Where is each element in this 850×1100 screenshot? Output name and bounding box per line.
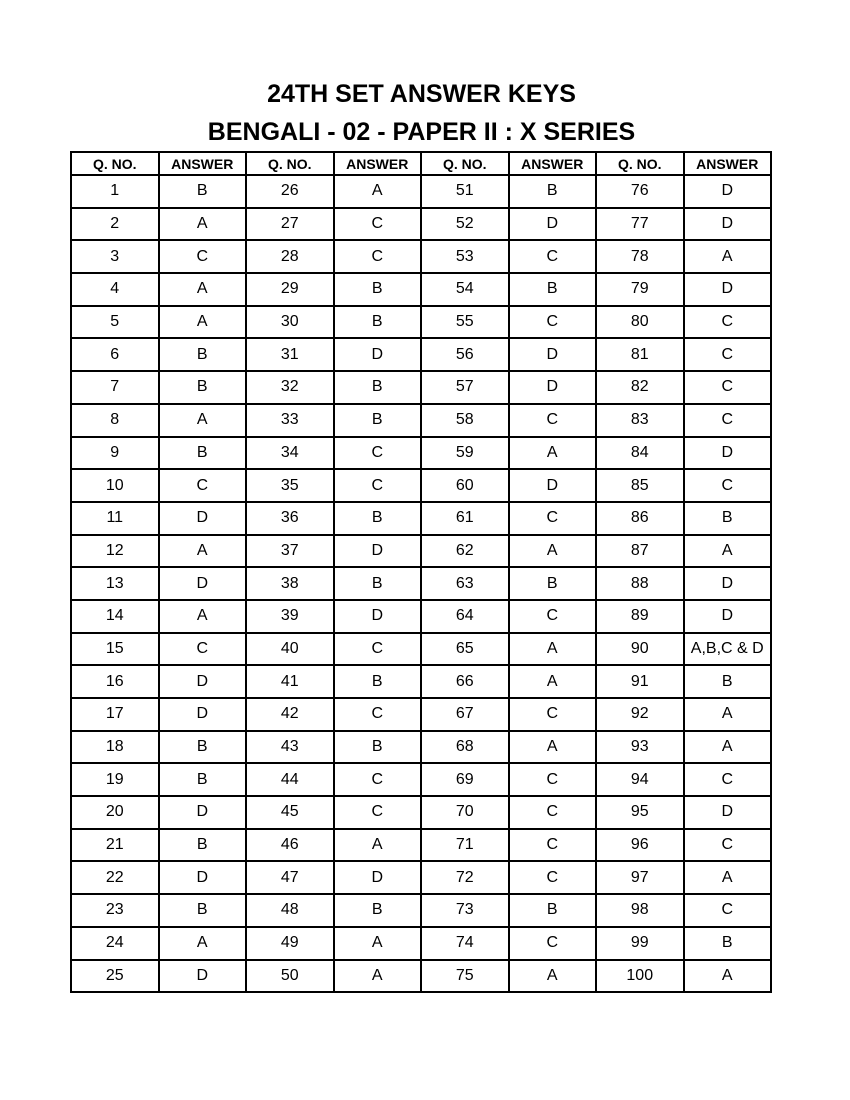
answer-cell: D bbox=[334, 338, 422, 371]
answer-cell: C bbox=[509, 927, 597, 960]
table-row bbox=[71, 502, 771, 535]
answer-cell: D bbox=[509, 371, 597, 404]
page-title: 24TH SET ANSWER KEYS bbox=[267, 80, 576, 108]
answer-cell: A bbox=[684, 861, 772, 894]
question-number-cell: 49 bbox=[246, 927, 334, 960]
answer-cell: C bbox=[509, 600, 597, 633]
question-number-cell: 55 bbox=[421, 306, 509, 339]
question-number-cell: 33 bbox=[246, 404, 334, 437]
answer-cell: B bbox=[334, 665, 422, 698]
question-number-cell: 1 bbox=[71, 175, 159, 208]
question-number-cell: 45 bbox=[246, 796, 334, 829]
answer-cell: B bbox=[159, 829, 247, 862]
question-number-cell: 51 bbox=[421, 175, 509, 208]
question-number-cell: 92 bbox=[596, 698, 684, 731]
table-row bbox=[71, 829, 771, 862]
answer-cell: B bbox=[334, 306, 422, 339]
question-number-cell: 23 bbox=[71, 894, 159, 927]
answer-cell: D bbox=[159, 567, 247, 600]
answer-cell: C bbox=[509, 829, 597, 862]
table-row bbox=[71, 600, 771, 633]
question-number-cell: 98 bbox=[596, 894, 684, 927]
table-row bbox=[71, 665, 771, 698]
answer-cell: D bbox=[159, 796, 247, 829]
answer-cell: A bbox=[509, 731, 597, 764]
table-row bbox=[71, 371, 771, 404]
question-number-cell: 9 bbox=[71, 437, 159, 470]
question-number-cell: 78 bbox=[596, 240, 684, 273]
answer-cell: D bbox=[509, 338, 597, 371]
answer-cell: D bbox=[334, 600, 422, 633]
question-number-cell: 20 bbox=[71, 796, 159, 829]
answer-cell: A,B,C & D bbox=[684, 633, 772, 666]
question-number-cell: 59 bbox=[421, 437, 509, 470]
answer-cell: A bbox=[509, 665, 597, 698]
answer-cell: C bbox=[509, 698, 597, 731]
question-number-cell: 10 bbox=[71, 469, 159, 502]
table-row bbox=[71, 894, 771, 927]
question-number-cell: 16 bbox=[71, 665, 159, 698]
answer-cell: B bbox=[334, 567, 422, 600]
answer-cell: C bbox=[684, 829, 772, 862]
answer-cell: C bbox=[509, 763, 597, 796]
question-number-cell: 95 bbox=[596, 796, 684, 829]
question-number-cell: 61 bbox=[421, 502, 509, 535]
question-number-cell: 34 bbox=[246, 437, 334, 470]
answer-cell: A bbox=[684, 240, 772, 273]
question-number-cell: 27 bbox=[246, 208, 334, 241]
answer-cell: A bbox=[159, 208, 247, 241]
answer-cell: A bbox=[334, 960, 422, 993]
answer-cell: A bbox=[509, 960, 597, 993]
question-number-cell: 68 bbox=[421, 731, 509, 764]
answer-cell: C bbox=[334, 469, 422, 502]
answer-cell: B bbox=[159, 437, 247, 470]
question-number-cell: 5 bbox=[71, 306, 159, 339]
column-header-question-number: Q. NO. bbox=[421, 152, 509, 175]
question-number-cell: 48 bbox=[246, 894, 334, 927]
table-row bbox=[71, 763, 771, 796]
answer-cell: A bbox=[509, 437, 597, 470]
answer-cell: C bbox=[684, 763, 772, 796]
question-number-cell: 83 bbox=[596, 404, 684, 437]
answer-cell: D bbox=[684, 796, 772, 829]
question-number-cell: 8 bbox=[71, 404, 159, 437]
table-row bbox=[71, 796, 771, 829]
question-number-cell: 29 bbox=[246, 273, 334, 306]
answer-cell: D bbox=[159, 861, 247, 894]
answer-cell: C bbox=[684, 338, 772, 371]
answer-cell: B bbox=[334, 502, 422, 535]
answer-cell: D bbox=[684, 208, 772, 241]
column-header-answer: ANSWER bbox=[684, 152, 772, 175]
answer-cell: A bbox=[159, 273, 247, 306]
question-number-cell: 32 bbox=[246, 371, 334, 404]
question-number-cell: 84 bbox=[596, 437, 684, 470]
answer-cell: C bbox=[334, 698, 422, 731]
answer-cell: C bbox=[334, 208, 422, 241]
question-number-cell: 17 bbox=[71, 698, 159, 731]
answer-cell: C bbox=[509, 404, 597, 437]
table-row bbox=[71, 338, 771, 371]
answer-cell: B bbox=[509, 175, 597, 208]
question-number-cell: 56 bbox=[421, 338, 509, 371]
answer-cell: D bbox=[334, 861, 422, 894]
column-header-question-number: Q. NO. bbox=[71, 152, 159, 175]
question-number-cell: 21 bbox=[71, 829, 159, 862]
question-number-cell: 14 bbox=[71, 600, 159, 633]
table-row bbox=[71, 698, 771, 731]
answer-cell: C bbox=[159, 633, 247, 666]
table-row bbox=[71, 404, 771, 437]
question-number-cell: 38 bbox=[246, 567, 334, 600]
table-row bbox=[71, 861, 771, 894]
question-number-cell: 76 bbox=[596, 175, 684, 208]
answer-cell: D bbox=[509, 208, 597, 241]
question-number-cell: 18 bbox=[71, 731, 159, 764]
question-number-cell: 50 bbox=[246, 960, 334, 993]
answer-cell: D bbox=[684, 437, 772, 470]
question-number-cell: 43 bbox=[246, 731, 334, 764]
question-number-cell: 82 bbox=[596, 371, 684, 404]
answer-cell: C bbox=[509, 796, 597, 829]
question-number-cell: 96 bbox=[596, 829, 684, 862]
answer-cell: B bbox=[159, 338, 247, 371]
answer-cell: A bbox=[159, 535, 247, 568]
answer-cell: A bbox=[509, 633, 597, 666]
question-number-cell: 94 bbox=[596, 763, 684, 796]
question-number-cell: 25 bbox=[71, 960, 159, 993]
question-number-cell: 69 bbox=[421, 763, 509, 796]
page-subtitle: BENGALI - 02 - PAPER II : X SERIES bbox=[207, 118, 636, 146]
answer-cell: B bbox=[509, 894, 597, 927]
column-header-answer: ANSWER bbox=[334, 152, 422, 175]
answer-cell: C bbox=[509, 502, 597, 535]
question-number-cell: 89 bbox=[596, 600, 684, 633]
question-number-cell: 54 bbox=[421, 273, 509, 306]
answer-cell: B bbox=[684, 665, 772, 698]
table-row bbox=[71, 208, 771, 241]
answer-cell: B bbox=[684, 502, 772, 535]
answer-cell: A bbox=[684, 731, 772, 764]
question-number-cell: 36 bbox=[246, 502, 334, 535]
answer-cell: D bbox=[684, 175, 772, 208]
answer-cell: D bbox=[684, 567, 772, 600]
answer-cell: D bbox=[684, 273, 772, 306]
answer-cell: A bbox=[159, 306, 247, 339]
question-number-cell: 66 bbox=[421, 665, 509, 698]
answer-cell: B bbox=[334, 731, 422, 764]
question-number-cell: 15 bbox=[71, 633, 159, 666]
answer-cell: A bbox=[509, 535, 597, 568]
answer-cell: D bbox=[159, 502, 247, 535]
question-number-cell: 11 bbox=[71, 502, 159, 535]
answer-cell: A bbox=[159, 600, 247, 633]
answer-cell: C bbox=[684, 469, 772, 502]
table-header-row bbox=[71, 152, 771, 175]
question-number-cell: 31 bbox=[246, 338, 334, 371]
column-header-answer: ANSWER bbox=[509, 152, 597, 175]
table-row bbox=[71, 731, 771, 764]
answer-cell: C bbox=[334, 763, 422, 796]
answer-cell: C bbox=[684, 306, 772, 339]
question-number-cell: 85 bbox=[596, 469, 684, 502]
question-number-cell: 91 bbox=[596, 665, 684, 698]
question-number-cell: 86 bbox=[596, 502, 684, 535]
answer-cell: B bbox=[684, 927, 772, 960]
answer-cell: B bbox=[159, 175, 247, 208]
question-number-cell: 52 bbox=[421, 208, 509, 241]
question-number-cell: 93 bbox=[596, 731, 684, 764]
question-number-cell: 22 bbox=[71, 861, 159, 894]
question-number-cell: 2 bbox=[71, 208, 159, 241]
answer-cell: C bbox=[334, 240, 422, 273]
question-number-cell: 80 bbox=[596, 306, 684, 339]
question-number-cell: 26 bbox=[246, 175, 334, 208]
answer-cell: D bbox=[684, 600, 772, 633]
answer-cell: A bbox=[334, 829, 422, 862]
question-number-cell: 97 bbox=[596, 861, 684, 894]
question-number-cell: 24 bbox=[71, 927, 159, 960]
question-number-cell: 57 bbox=[421, 371, 509, 404]
answer-cell: B bbox=[159, 731, 247, 764]
question-number-cell: 6 bbox=[71, 338, 159, 371]
question-number-cell: 99 bbox=[596, 927, 684, 960]
answer-cell: B bbox=[334, 371, 422, 404]
question-number-cell: 72 bbox=[421, 861, 509, 894]
table-row bbox=[71, 175, 771, 208]
answer-cell: A bbox=[159, 927, 247, 960]
question-number-cell: 44 bbox=[246, 763, 334, 796]
answer-cell: C bbox=[509, 240, 597, 273]
question-number-cell: 3 bbox=[71, 240, 159, 273]
answer-cell: C bbox=[334, 633, 422, 666]
question-number-cell: 90 bbox=[596, 633, 684, 666]
answer-cell: D bbox=[159, 960, 247, 993]
question-number-cell: 62 bbox=[421, 535, 509, 568]
answer-cell: C bbox=[159, 469, 247, 502]
answer-cell: B bbox=[334, 273, 422, 306]
table-row bbox=[71, 633, 771, 666]
answer-cell: C bbox=[159, 240, 247, 273]
question-number-cell: 39 bbox=[246, 600, 334, 633]
question-number-cell: 53 bbox=[421, 240, 509, 273]
answer-cell: B bbox=[509, 567, 597, 600]
column-header-answer: ANSWER bbox=[159, 152, 247, 175]
question-number-cell: 46 bbox=[246, 829, 334, 862]
table-row bbox=[71, 437, 771, 470]
question-number-cell: 35 bbox=[246, 469, 334, 502]
answer-cell: A bbox=[334, 927, 422, 960]
question-number-cell: 71 bbox=[421, 829, 509, 862]
table-row bbox=[71, 927, 771, 960]
answer-cell: D bbox=[159, 698, 247, 731]
question-number-cell: 42 bbox=[246, 698, 334, 731]
question-number-cell: 13 bbox=[71, 567, 159, 600]
answer-key-table bbox=[70, 151, 772, 993]
question-number-cell: 75 bbox=[421, 960, 509, 993]
table-body bbox=[71, 175, 771, 992]
answer-cell: C bbox=[509, 306, 597, 339]
question-number-cell: 64 bbox=[421, 600, 509, 633]
question-number-cell: 88 bbox=[596, 567, 684, 600]
answer-cell: B bbox=[509, 273, 597, 306]
table-row bbox=[71, 535, 771, 568]
answer-cell: B bbox=[159, 894, 247, 927]
question-number-cell: 81 bbox=[596, 338, 684, 371]
table-row bbox=[71, 240, 771, 273]
question-number-cell: 30 bbox=[246, 306, 334, 339]
column-header-question-number: Q. NO. bbox=[246, 152, 334, 175]
table-row bbox=[71, 273, 771, 306]
answer-cell: C bbox=[684, 404, 772, 437]
question-number-cell: 100 bbox=[596, 960, 684, 993]
question-number-cell: 40 bbox=[246, 633, 334, 666]
answer-cell: C bbox=[684, 894, 772, 927]
answer-cell: B bbox=[159, 763, 247, 796]
table-row bbox=[71, 567, 771, 600]
question-number-cell: 7 bbox=[71, 371, 159, 404]
answer-cell: A bbox=[684, 960, 772, 993]
question-number-cell: 74 bbox=[421, 927, 509, 960]
question-number-cell: 58 bbox=[421, 404, 509, 437]
answer-cell: C bbox=[334, 437, 422, 470]
question-number-cell: 77 bbox=[596, 208, 684, 241]
question-number-cell: 47 bbox=[246, 861, 334, 894]
question-number-cell: 12 bbox=[71, 535, 159, 568]
table-row bbox=[71, 469, 771, 502]
column-header-question-number: Q. NO. bbox=[596, 152, 684, 175]
answer-cell: B bbox=[334, 894, 422, 927]
answer-cell: A bbox=[684, 535, 772, 568]
answer-cell: A bbox=[159, 404, 247, 437]
answer-cell: D bbox=[159, 665, 247, 698]
question-number-cell: 70 bbox=[421, 796, 509, 829]
answer-cell: D bbox=[334, 535, 422, 568]
answer-cell: C bbox=[509, 861, 597, 894]
question-number-cell: 67 bbox=[421, 698, 509, 731]
answer-cell: D bbox=[509, 469, 597, 502]
answer-cell: A bbox=[334, 175, 422, 208]
table-row bbox=[71, 306, 771, 339]
question-number-cell: 79 bbox=[596, 273, 684, 306]
question-number-cell: 19 bbox=[71, 763, 159, 796]
question-number-cell: 28 bbox=[246, 240, 334, 273]
answer-cell: C bbox=[684, 371, 772, 404]
question-number-cell: 41 bbox=[246, 665, 334, 698]
answer-cell: C bbox=[334, 796, 422, 829]
answer-cell: B bbox=[334, 404, 422, 437]
answer-cell: A bbox=[684, 698, 772, 731]
question-number-cell: 63 bbox=[421, 567, 509, 600]
question-number-cell: 87 bbox=[596, 535, 684, 568]
question-number-cell: 4 bbox=[71, 273, 159, 306]
question-number-cell: 73 bbox=[421, 894, 509, 927]
question-number-cell: 37 bbox=[246, 535, 334, 568]
table-row bbox=[71, 960, 771, 993]
question-number-cell: 65 bbox=[421, 633, 509, 666]
answer-cell: B bbox=[159, 371, 247, 404]
question-number-cell: 60 bbox=[421, 469, 509, 502]
